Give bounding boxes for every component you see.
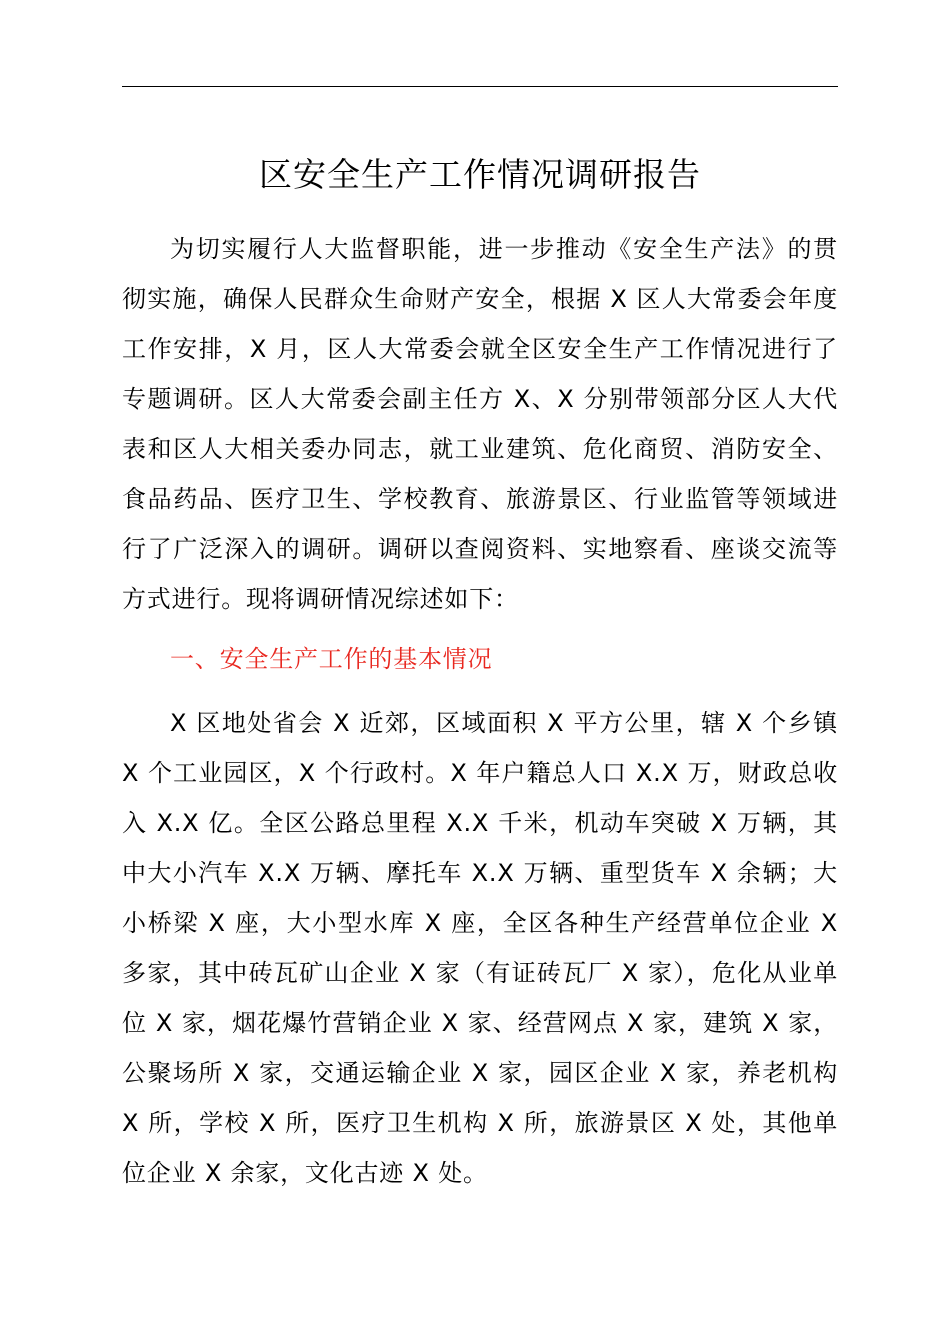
section-heading-basic-situation: 一、安全生产工作的基本情况 [170,645,493,673]
intro-paragraph: 为切实履行人大监督职能，进一步推动《安全生产法》的贯彻实施，确保人民群众生命财产安全，根据 X 区人大常委会年度工作安排，X 月，区人大常委会就全区安全生产工作情况进行了专题调研。区人大常委会副主任方 X、X 分别带领部分区人大代表和区人大相关委办同志，就工业建筑、危化商贸、消防安全、食品药品、医疗卫生、学校教育、旅游景区、行业监管等领域进行了广泛深入的调研。调研以查阅资料、实地察看、座谈交流等方式进行。现将调研情况综述如下： [122,235,838,613]
section-1-paragraph: X 区地处省会 X 近郊，区域面积 X 平方公里，辖 X 个乡镇 X 个工业园区，X 个行政村。X 年户籍总人口 X.X 万，财政总收入 X.X 亿。全区公路总里程 X.X 千米，机动车突破 X 万辆，其中大小汽车 X.X 万辆、摩托车 X.X 万辆、重型货车 X 余辆；大小桥梁 X 座，大小型水库 X 座，全区各种生产经营单位企业 X 多家，其中砖瓦矿山企业 X 家（有证砖瓦厂 X 家），危化从业单位 X 家，烟花爆竹营销企业 X 家、经营网点 X 家，建筑 X 家，公聚场所 X 家，交通运输企业 X 家，园区企业 X 家，养老机构 X 所，学校 X 所，医疗卫生机构 X 所，旅游景区 X 处，其他单位企业 X 余家，文化古迹 X 处。 [122,709,838,1187]
document-title: 区安全生产工作情况调研报告 [259,155,701,194]
header-divider [122,86,838,87]
